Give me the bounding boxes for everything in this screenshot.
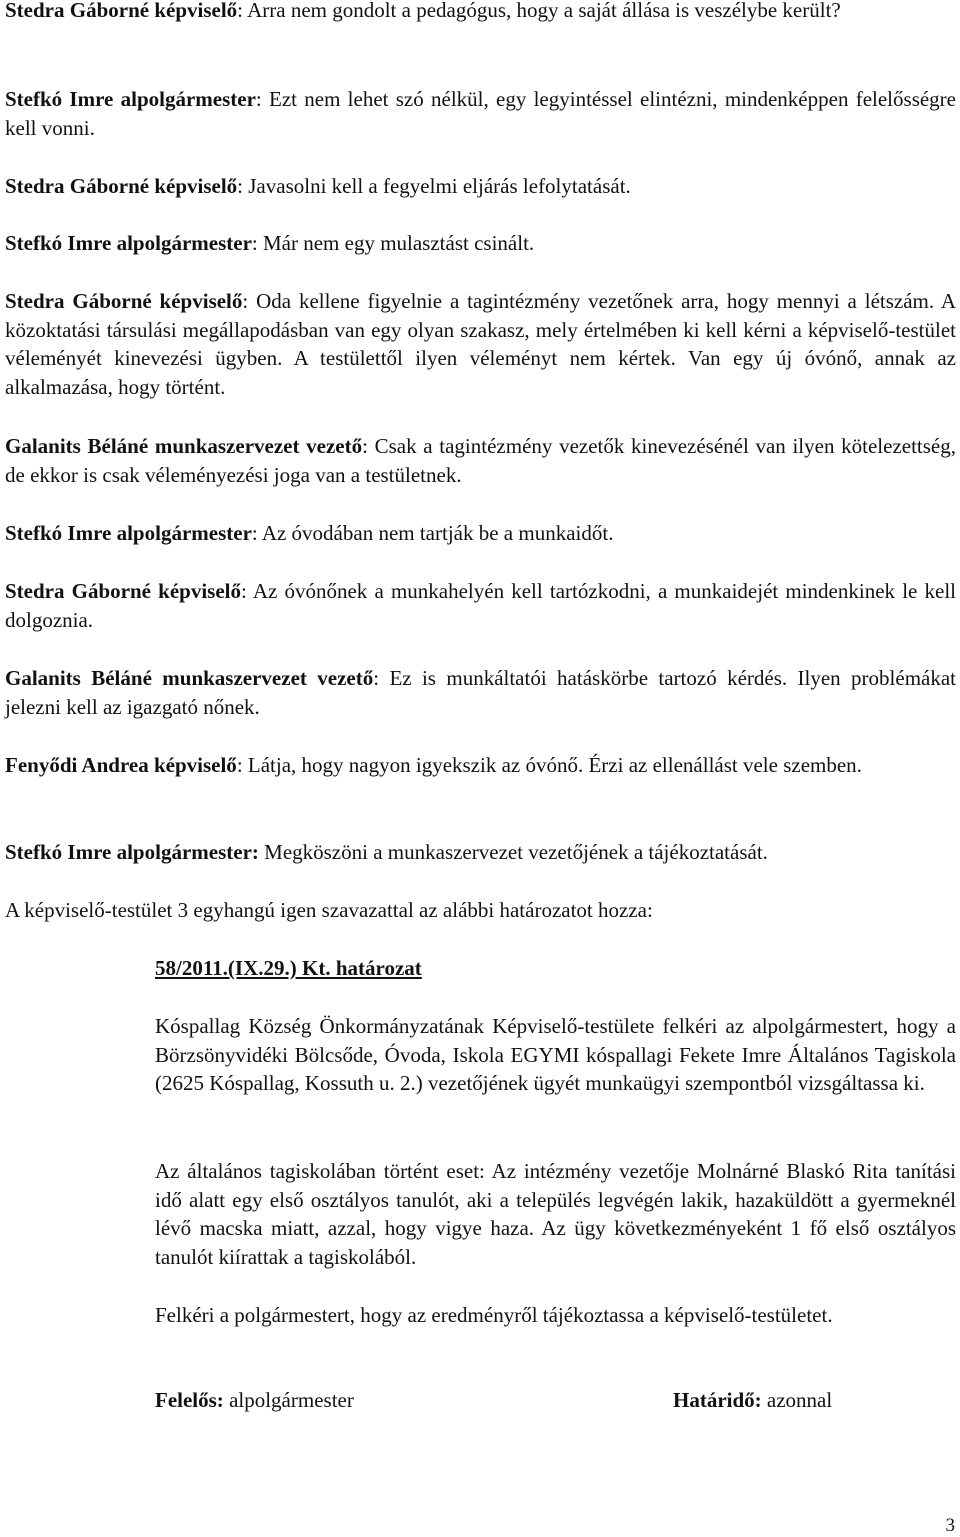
speaker-name: Galanits Béláné munkaszervezet vezető	[5, 666, 374, 690]
resolution-paragraph-3: Felkéri a polgármestert, hogy az eredményről tájékoztassa a képviselő-testületet.	[155, 1303, 833, 1327]
speech-text: : Már nem egy mulasztást csinált.	[251, 231, 535, 255]
vote-statement: A képviselő-testület 3 egyhangú igen szavazattal az alábbi határozatot hozza:	[5, 898, 653, 922]
speech-text: : Ezt nem lehet szó nélkül, egy legyintéssel elintézni, mindenképpen felelősségre kell vonni.	[5, 87, 956, 140]
paragraph-6	[5, 432, 956, 489]
speaker-name: Stedra Gáborné képviselő	[5, 0, 238, 22]
speaker-name: Stefkó Imre alpolgármester:	[5, 840, 259, 864]
speech-text: : Csak a tagintézmény vezetők kinevezésénél van ilyen kötelezettség, de ekkor is csak véleményezési joga van a testületnek.	[5, 434, 956, 487]
speech-text: : Az óvodában nem tartják be a munkaidőt.	[251, 521, 614, 545]
paragraph-4	[5, 229, 956, 258]
resolution-title-text: 58/2011.(IX.29.) Kt. határozat	[155, 956, 422, 980]
speaker-name: Galanits Béláné munkaszervezet vezető	[5, 434, 363, 458]
speech-text: : Látja, hogy nagyon igyekszik az óvónő. Érzi az ellenállást vele szemben.	[236, 753, 862, 777]
page-number: 3	[945, 1515, 955, 1536]
speaker-name: Stedra Gáborné képviselő	[5, 579, 241, 603]
speaker-name: Stedra Gáborné képviselő	[5, 289, 243, 313]
speech-text: : Arra nem gondolt a pedagógus, hogy a saját állása is veszélybe került?	[237, 0, 841, 22]
speaker-name: Stefkó Imre alpolgármester	[5, 231, 252, 255]
responsibility-row	[155, 1386, 945, 1415]
speech-text: Megköszöni a munkaszervezet vezetőjének a tájékoztatását.	[258, 840, 768, 864]
speech-text: : Oda kellene figyelnie a tagintézmény vezetőnek arra, hogy mennyi a létszám. A közoktatási társulási megállapodásban van egy olyan szakasz, mely értelmében ki kell kérni a képviselő-testület véleményét kinevezési ügyben. A testülettől ilyen véleményt nem kértek. Van egy új óvónő, annak az alkalmazása, hogy történt.	[5, 289, 957, 399]
speech-text: : Ez is munkáltatói hatáskörbe tartozó kérdés. Ilyen problémákat jelezni kell az igazgató nőnek.	[5, 666, 957, 719]
paragraph-1	[5, 0, 956, 25]
resolution-paragraph-2: Az általános tagiskolában történt eset: Az intézmény vezetője Molnárné Blaskó Rita tanítási idő alatt egy első osztályos tanulót, aki a település legvégén lakik, hazaküldött a gyermeknél lévő macska miatt, azzal, hogy vigye haza. Az ügy következményeként 1 fő első osztályos tanulót kiírattak a tagiskolából.	[155, 1159, 956, 1269]
responsible-field	[155, 1388, 354, 1412]
speaker-name: Fenyődi Andrea képviselő	[5, 753, 237, 777]
deadline-field	[673, 1386, 832, 1415]
responsible-label: Felelős:	[155, 1388, 224, 1412]
speech-text: : Javasolni kell a fegyelmi eljárás lefolytatását.	[237, 174, 631, 198]
paragraph-8	[5, 577, 956, 634]
resolution-title	[5, 954, 956, 983]
resolution-paragraph-1: Kóspallag Község Önkormányzatának Képviselő-testülete felkéri az alpolgármestert, hogy a Börzsönyvidéki Bölcsőde, Óvoda, Iskola EGYMI kóspallagi Fekete Imre Általános Tagiskola (2625 Kóspallag, Kossuth u. 2.) vezetőjének ügyét munkaügyi szempontból vizsgáltassa ki.	[155, 1014, 956, 1096]
speech-text: : Az óvónőnek a munkahelyén kell tartózkodni, a munkaidejét mindenkinek le kell dolgoznia.	[5, 579, 956, 632]
speaker-name: Stedra Gáborné képviselő	[5, 174, 238, 198]
speaker-name: Stefkó Imre alpolgármester	[5, 521, 252, 545]
paragraph-10	[5, 751, 956, 780]
paragraph-11	[5, 838, 956, 867]
speaker-name: Stefkó Imre alpolgármester	[5, 87, 256, 111]
responsible-value: alpolgármester	[223, 1388, 354, 1412]
deadline-value: azonnal	[761, 1388, 833, 1412]
deadline-label: Határidő:	[673, 1388, 762, 1412]
paragraph-7	[5, 519, 956, 548]
paragraph-9	[5, 664, 956, 721]
paragraph-2	[5, 85, 956, 142]
paragraph-3	[5, 172, 956, 201]
paragraph-5	[5, 287, 956, 401]
